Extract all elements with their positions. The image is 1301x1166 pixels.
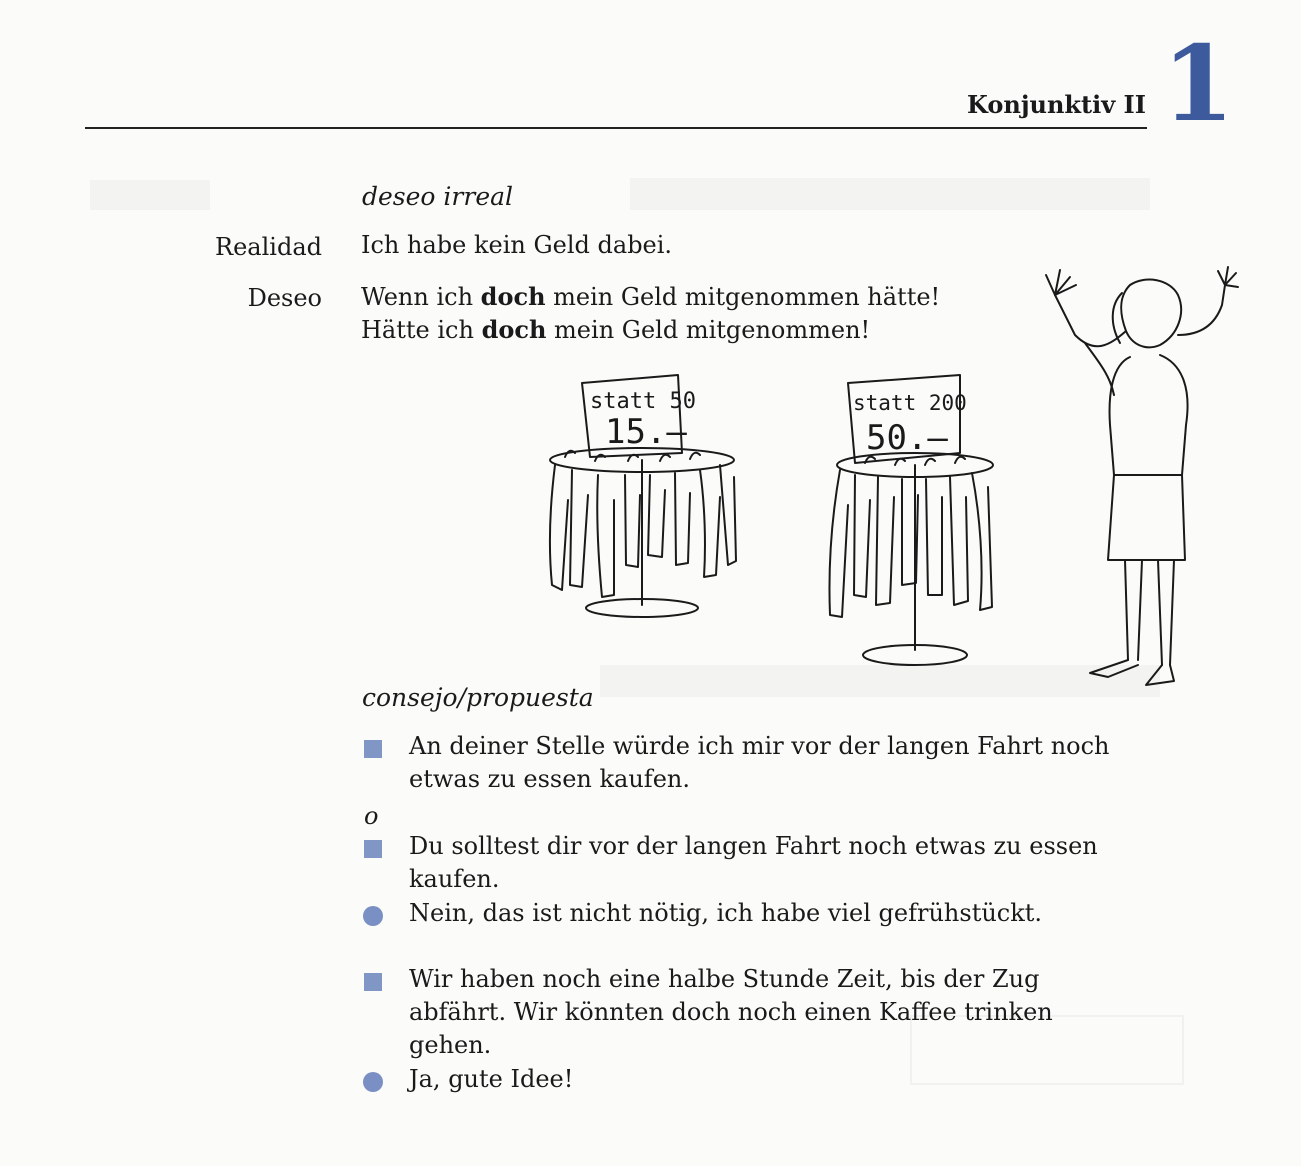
- shopping-illustration: [510, 265, 1250, 715]
- deseo-sentence-1: Wenn ich doch mein Geld mitgenommen hätte!: [361, 282, 941, 311]
- price-sign-left: [582, 375, 696, 457]
- connector-o: o: [364, 802, 379, 830]
- reply-2: Ja, gute Idee!: [409, 1065, 574, 1093]
- advice-item-1-line-2: etwas zu essen kaufen.: [409, 765, 690, 793]
- section-heading-consejo-propuesta: consejo/propuesta: [362, 683, 594, 712]
- chapter-number: 1: [1162, 22, 1235, 145]
- sign-left-old-price: statt 50: [590, 389, 696, 414]
- advice-item-2-line-2: kaufen.: [409, 865, 500, 893]
- advice-item-2-line-1: Du solltest dir vor der langen Fahrt noch etwas zu essen: [409, 832, 1098, 860]
- circle-bullet-icon: [363, 906, 383, 926]
- woman-figure: [1046, 267, 1238, 685]
- square-bullet-icon: [364, 840, 382, 858]
- label-realidad: Realidad: [215, 233, 322, 261]
- reply-1: Nein, das ist nicht nötig, ich habe viel gefrühstückt.: [409, 899, 1043, 927]
- clothes-rack-right: [829, 453, 993, 665]
- emphasis-doch: doch: [480, 282, 546, 311]
- circle-bullet-icon: [363, 1072, 383, 1092]
- advice-item-3-line-1: Wir haben noch eine halbe Stunde Zeit, bis der Zug: [409, 965, 1040, 993]
- realidad-sentence: Ich habe kein Geld dabei.: [361, 231, 673, 259]
- chapter-title: Konjunktiv II: [967, 90, 1146, 119]
- sign-left-new-price: 15.–: [605, 412, 687, 452]
- deseo-sentence-2: Hätte ich doch mein Geld mitgenommen!: [361, 315, 871, 344]
- square-bullet-icon: [364, 740, 382, 758]
- advice-item-2: [409, 830, 1098, 896]
- header-rule: [85, 127, 1147, 129]
- advice-item-3-line-3: gehen.: [409, 1031, 492, 1059]
- square-bullet-icon: [364, 973, 382, 991]
- advice-item-3: [409, 963, 1053, 1062]
- clothes-rack-left: [550, 448, 736, 617]
- section-heading-deseo-irreal: deseo irreal: [362, 182, 514, 211]
- advice-item-1-line-1: An deiner Stelle würde ich mir vor der langen Fahrt noch: [409, 732, 1110, 760]
- label-deseo: Deseo: [247, 284, 322, 312]
- sign-right-old-price: statt 200: [853, 391, 967, 415]
- emphasis-doch: doch: [481, 315, 547, 344]
- advice-item-3-line-2: abfährt. Wir könnten doch noch einen Kaffee trinken: [409, 998, 1053, 1026]
- sign-right-new-price: 50.–: [866, 418, 948, 458]
- price-sign-right: [848, 375, 967, 463]
- advice-item-1: [409, 730, 1110, 796]
